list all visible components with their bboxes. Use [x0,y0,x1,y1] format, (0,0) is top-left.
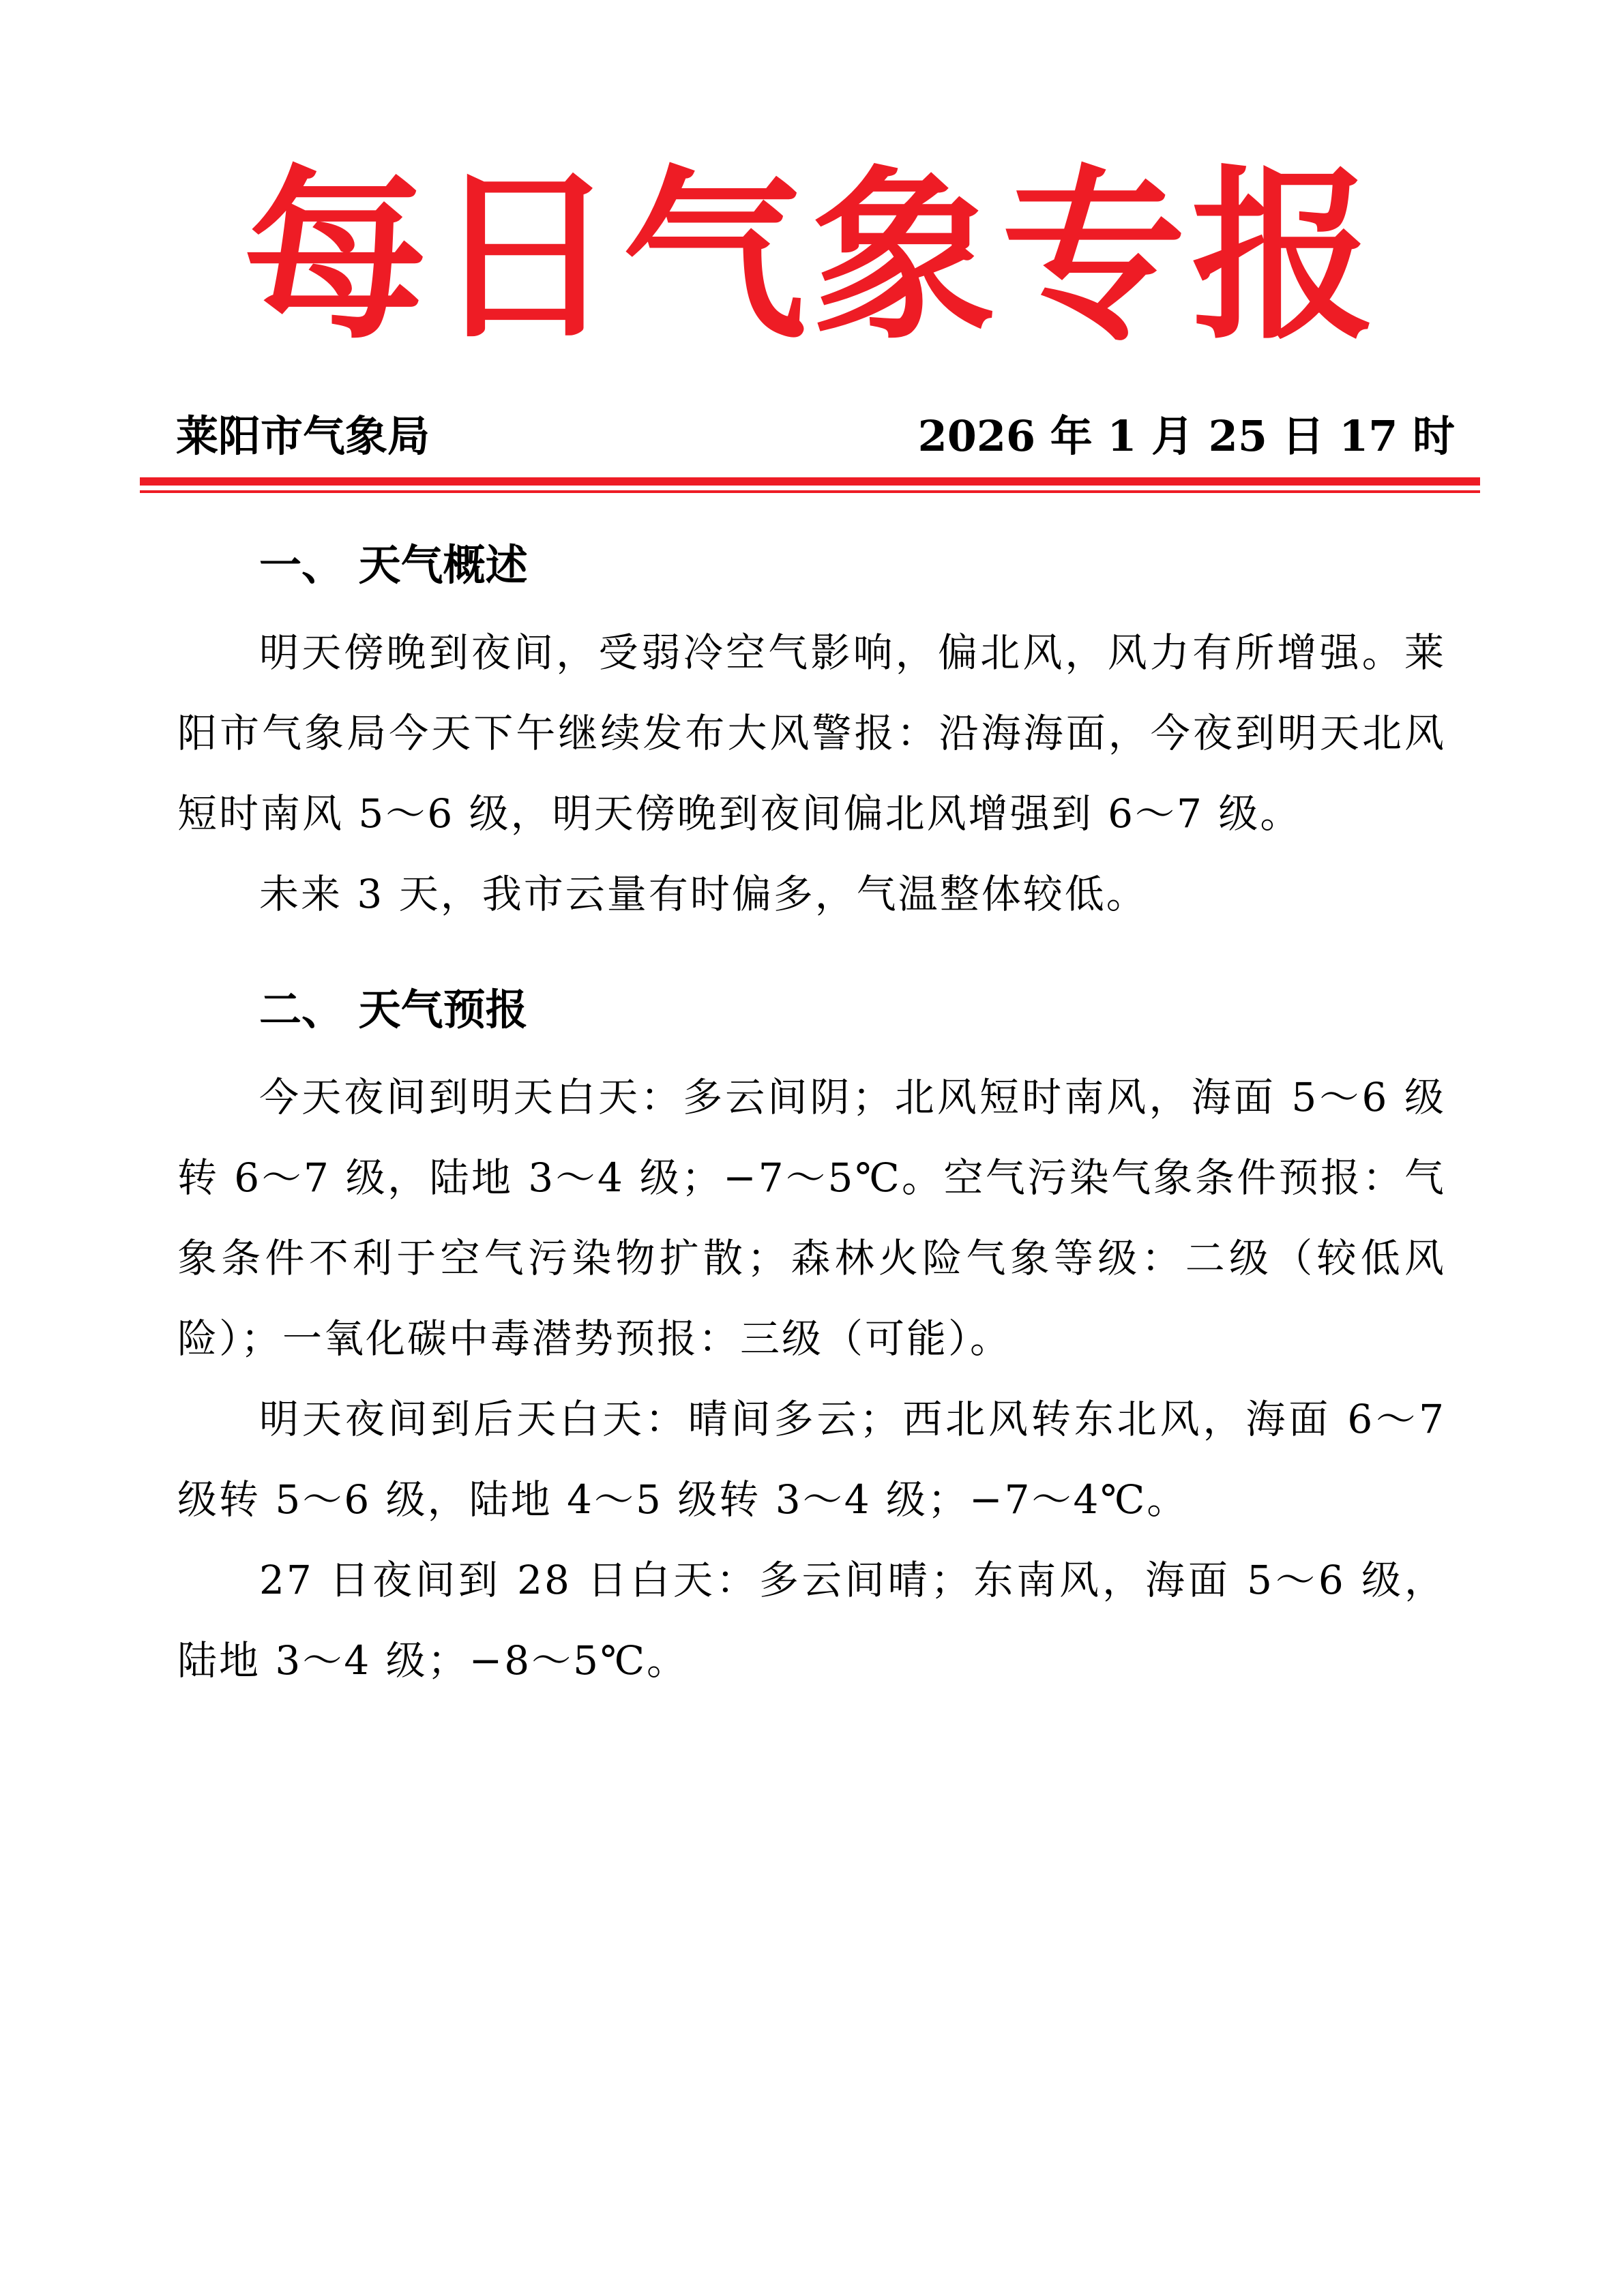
paragraph: 明天傍晚到夜间，受弱冷空气影响，偏北风，风力有所增强。莱阳市气象局今天下午继续发布大风警报：沿海海面，今夜到明天北风短时南风 5～6 级，明天傍晚到夜间偏北风增强到 6～7 级。 [177,629,1446,837]
section-heading: 一、 天气概述 [259,540,528,590]
header-divider-thick [140,477,1480,486]
paragraph: 明天夜间到后天白天：晴间多云；西北风转东北风，海面 6～7 级转 5～6 级，陆地 4～5 级转 3～4 级；−7～4℃。 [177,1396,1446,1523]
paragraph: 未来 3 天，我市云量有时偏多，气温整体较低。 [259,871,1148,917]
paragraph: 今天夜间到明天白天：多云间阴；北风短时南风，海面 5～6 级转 6～7 级，陆地 3～4 级；−7～5℃。空气污染气象条件预报：气象条件不利于空气污染物扩散；森林火险气象等级：二级（较低风险）；一氧化碳中毒潜势预报：三级（可能）。 [177,1074,1446,1362]
issuing-organization: 莱阳市气象局 [176,411,430,461]
document-body [177,525,1446,1701]
paragraph: 27 日夜间到 28 日白天：多云间晴；东南风，海面 5～6 级，陆地 3～4 级；−8～5℃。 [177,1557,1446,1684]
header-divider-thin [140,490,1480,493]
issue-date: 2026 年 1 月 25 日 17 时 [917,411,1455,461]
section-weather-overview [177,525,1446,934]
section-heading: 二、 天气预报 [259,985,528,1034]
masthead-title: 每日气象专报 [243,147,1381,364]
section-weather-forecast [177,970,1446,1701]
